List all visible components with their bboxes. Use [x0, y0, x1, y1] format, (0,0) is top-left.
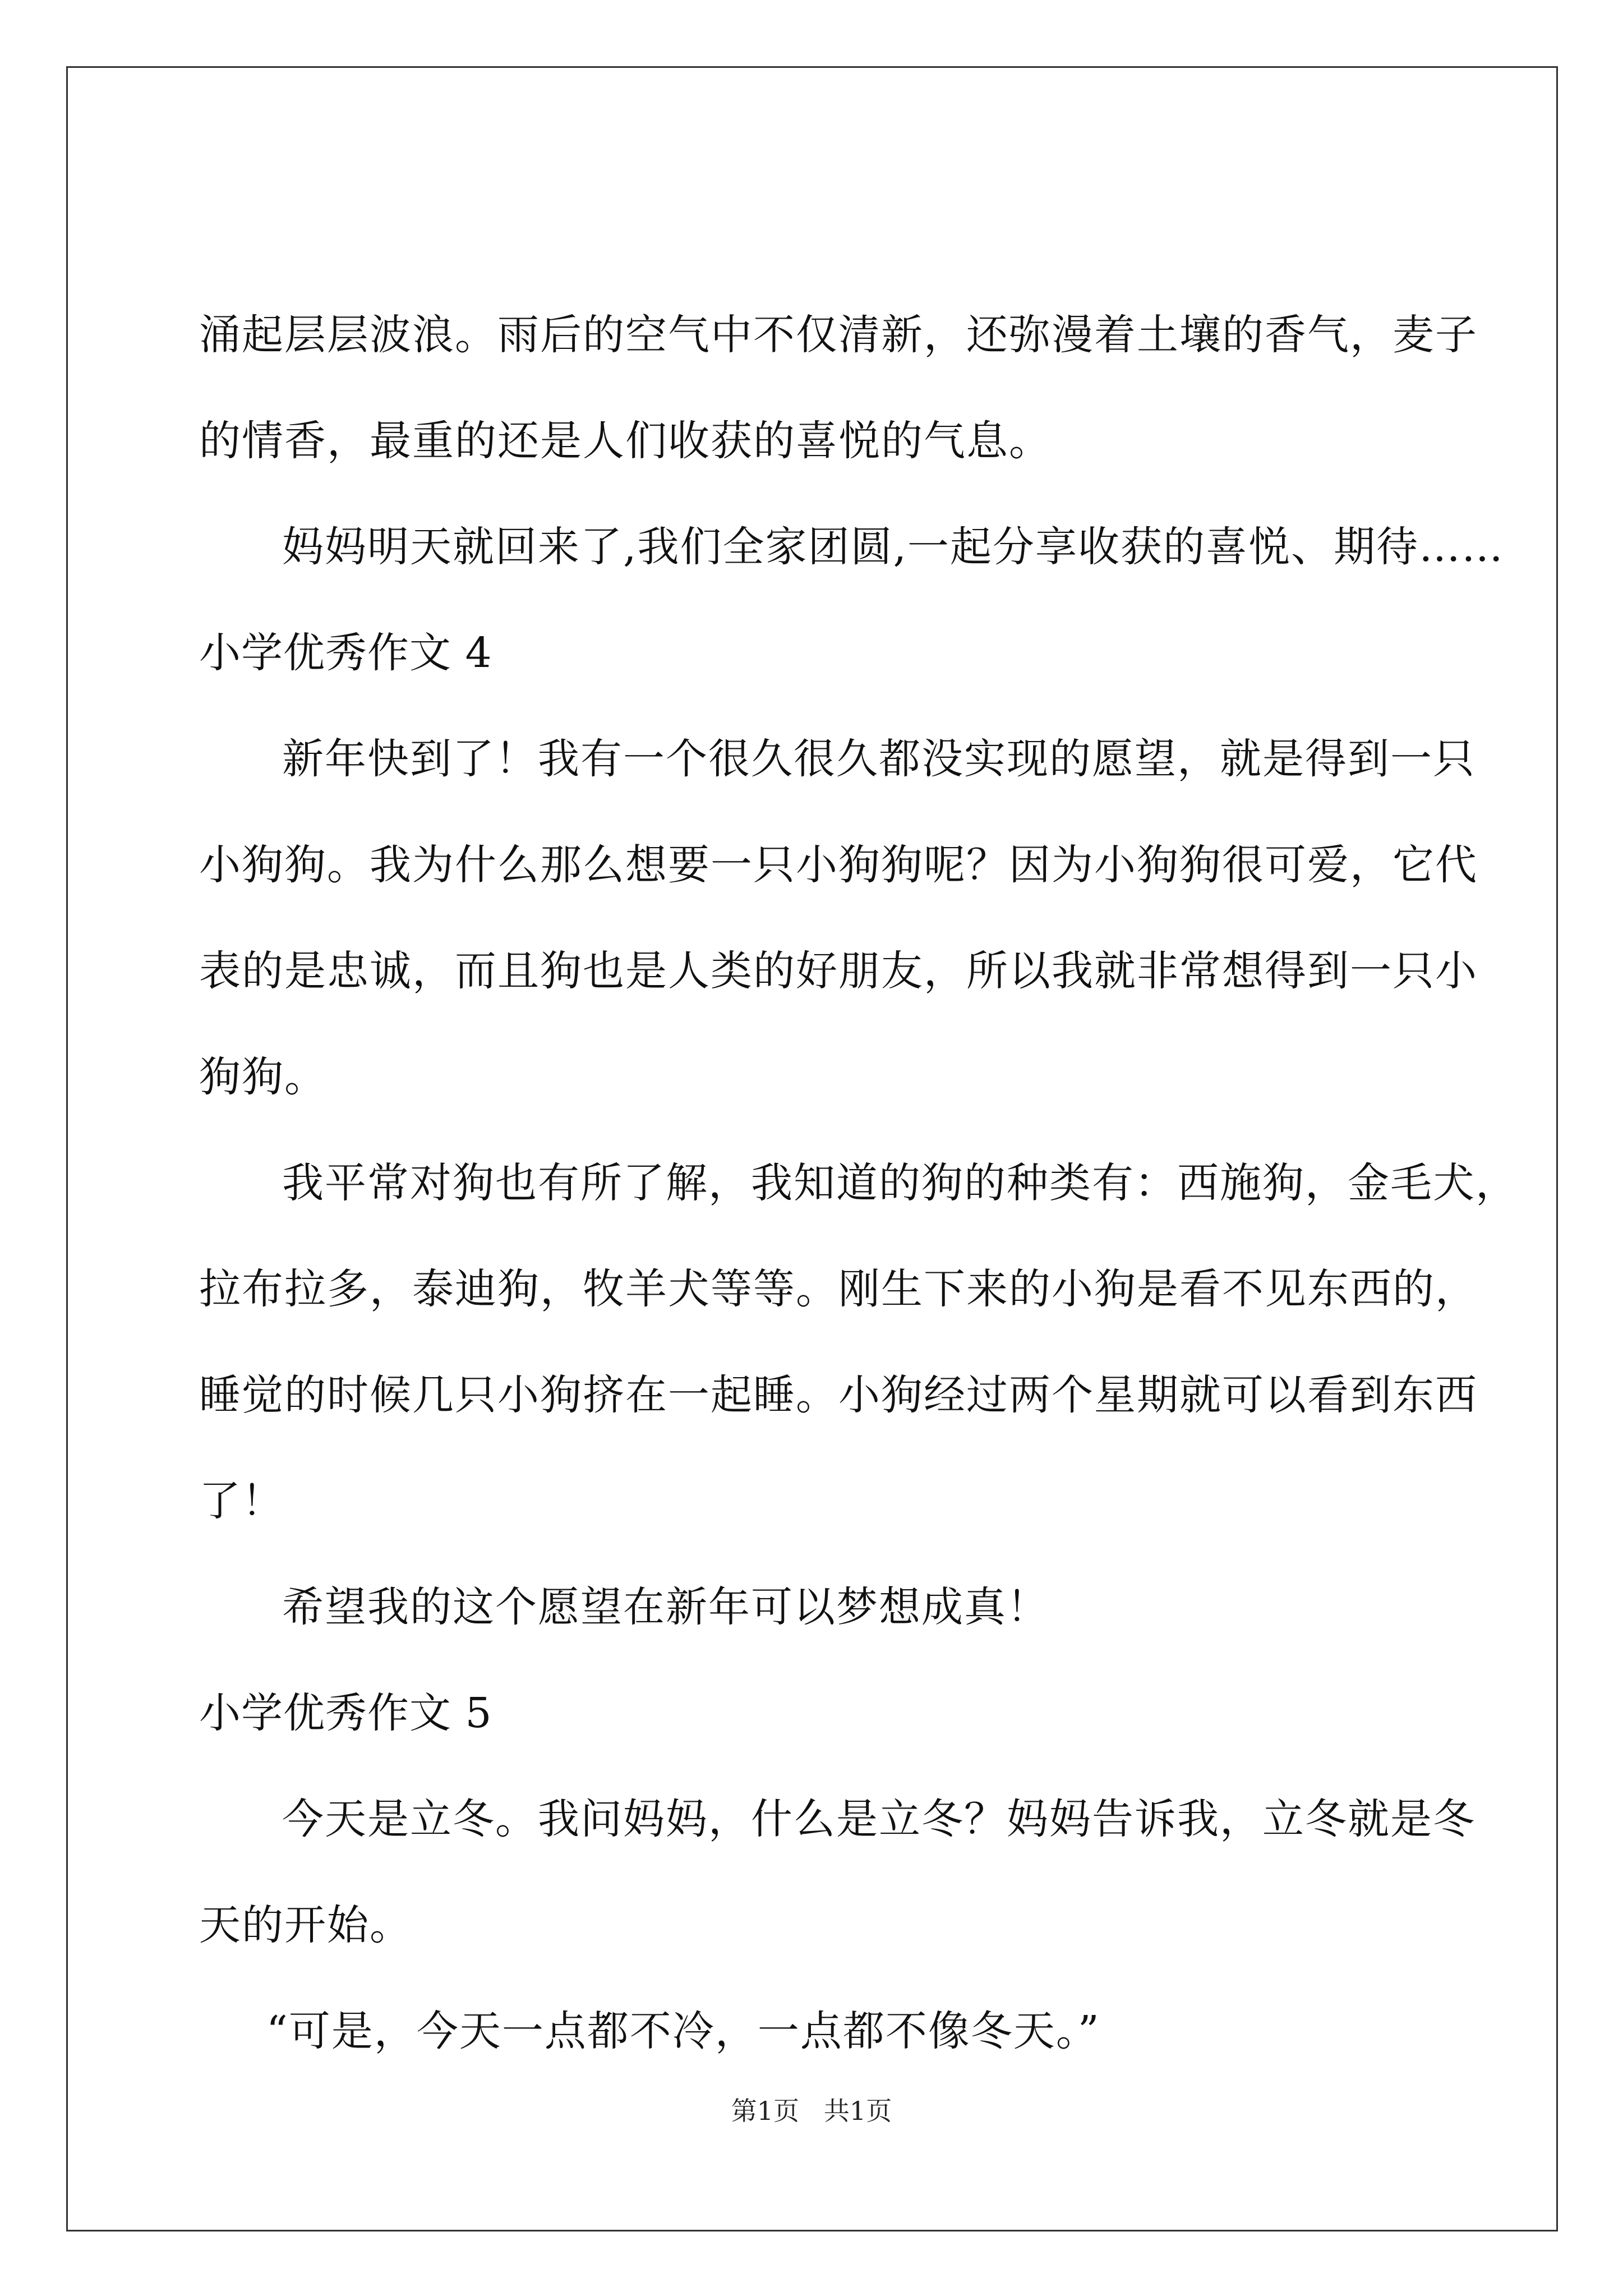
text-line-content: 新年快到了！我有一个很久很久都没实现的愿望，就是得到一只: [282, 735, 1476, 783]
text-line: [199, 1310, 1478, 1419]
page-footer: 第1页 共1页: [731, 2096, 892, 2126]
section-heading-text: 小学优秀作文 4: [199, 629, 492, 677]
text-line: [199, 1098, 1518, 1207]
text-line-content: 天的开始。: [199, 1901, 412, 1949]
text-line: [199, 1946, 1433, 2055]
section-heading: [199, 568, 1433, 677]
text-line-content: 今天是立冬。我问妈妈，什么是立冬？妈妈告诉我，立冬就是冬: [282, 1795, 1476, 1843]
text-line-content: 了！: [199, 1477, 284, 1525]
text-line: [199, 992, 1433, 1101]
text-line-content: 妈妈明天就回来了,我们全家团圆,一起分享收获的喜悦、期待……: [282, 523, 1505, 571]
text-line-content: 涌起层层波浪。雨后的空气中不仅清新，还弥漫着土壤的香气，麦子: [199, 311, 1478, 359]
text-line-content: 睡觉的时候几只小狗挤在一起睡。小狗经过两个星期就可以看到东西: [199, 1371, 1478, 1419]
text-line-content: 我平常对狗也有所了解，我知道的狗的种类有：西施狗，金毛犬，: [282, 1159, 1518, 1207]
text-line: [199, 674, 1476, 783]
text-line: [199, 462, 1505, 571]
text-line-content: 表的是忠诚，而且狗也是人类的好朋友，所以我就非常想得到一只小: [199, 947, 1478, 995]
document-body: [199, 250, 1518, 2055]
text-line: [199, 1204, 1478, 1313]
text-line-content: “可是，今天一点都不冷，一点都不像冬天。”: [266, 2007, 1100, 2055]
text-line-content: 小狗狗。我为什么那么想要一只小狗狗呢？因为小狗狗很可爱，它代: [199, 841, 1478, 889]
section-heading: [199, 1628, 1433, 1737]
text-line: [199, 1734, 1476, 1843]
text-line-content: 拉布拉多，泰迪狗，牧羊犬等等。刚生下来的小狗是看不见东西的，: [199, 1265, 1478, 1313]
text-line: [199, 1522, 1433, 1631]
section-heading-text: 小学优秀作文 5: [199, 1689, 492, 1737]
text-line: [199, 886, 1478, 995]
text-line: [199, 1416, 1433, 1525]
text-line: [199, 780, 1478, 889]
text-line-content: 希望我的这个愿望在新年可以梦想成真！: [282, 1583, 1049, 1631]
text-line-content: 的情香，最重的还是人们收获的喜悦的气息。: [199, 417, 1052, 465]
text-line: [199, 356, 1433, 465]
text-line: [199, 250, 1478, 359]
text-line-content: 狗狗。: [199, 1053, 327, 1101]
text-line: [199, 1840, 1433, 1949]
